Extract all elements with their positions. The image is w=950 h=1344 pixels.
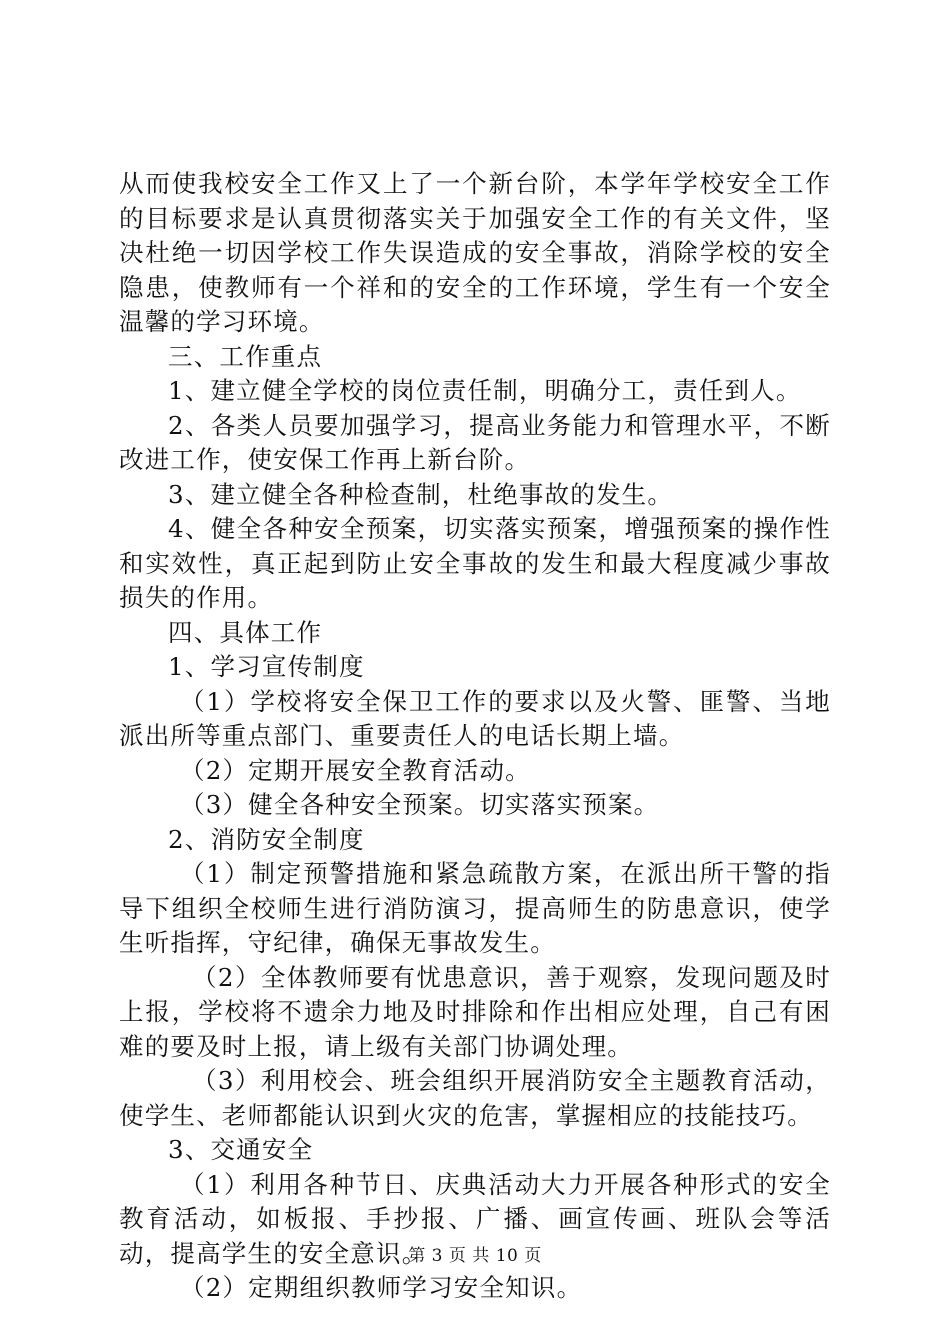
- document-body: [119, 167, 831, 1306]
- paragraph-study-2: （2）定期开展安全教育活动。: [180, 755, 531, 785]
- paragraph-focus-3: 3、建立健全各种检查制，杜绝事故的发生。: [168, 479, 674, 509]
- paragraph-fire-2: （2）全体教师要有忧患意识，善于观察，发现问题及时上报，学校将不遗余力地及时排除和作出相应处理，自己有困难的要及时上报，请上级有关部门协调处理。: [119, 962, 831, 1061]
- paragraph-focus-1: 1、建立健全学校的岗位责任制，明确分工，责任到人。: [168, 376, 802, 405]
- heading-specific-work: 四、具体工作: [168, 617, 323, 647]
- page-number-footer: 第 3 页 共 10 页: [408, 1246, 542, 1266]
- paragraph-traffic-2: （2）定期组织教师学习安全知识。: [180, 1273, 583, 1302]
- heading-work-focus: 三、工作重点: [168, 341, 323, 371]
- paragraph-traffic-1: （1）利用各种节日、庆典活动大力开展各种形式的安全教育活动，如板报、手抄报、广播、画宣传画、班队会等活动，提高学生的安全意识。: [119, 1169, 831, 1268]
- paragraph-study-3: （3）健全各种安全预案。切实落实预案。: [180, 790, 660, 819]
- paragraph-fire-1: （1）制定预警措施和紧急疏散方案，在派出所干警的指导下组织全校师生进行消防演习，提高师生的防患意识，使学生听指挥，守纪律，确保无事故发生。: [119, 859, 831, 957]
- subheading-study-promotion: 1、学习宣传制度: [168, 652, 365, 681]
- paragraph-focus-4: 4、健全各种安全预案，切实落实预案，增强预案的操作性和实效性，真正起到防止安全事故的发生和最大程度减少事故损失的作用。: [119, 514, 831, 612]
- paragraph-fire-3: （3）利用校会、班会组织开展消防安全主题教育活动，使学生、老师都能认识到火灾的危害，掌握相应的技能技巧。: [119, 1066, 831, 1130]
- subheading-traffic-safety: 3、交通安全: [168, 1135, 314, 1164]
- subheading-fire-safety: 2、消防安全制度: [168, 824, 365, 854]
- paragraph-focus-2: 2、各类人员要加强学习，提高业务能力和管理水平，不断改进工作，使安保工作再上新台阶。: [119, 410, 831, 474]
- paragraph-intro: 从而使我校安全工作又上了一个新台阶，本学年学校安全工作的目标要求是认真贯彻落实关于加强安全工作的有关文件，坚决杜绝一切因学校工作失误造成的安全事故，消除学校的安全隐患，使教师有一个祥和的安全的工作环境，学生有一个安全温馨的学习环境。: [119, 169, 831, 336]
- paragraph-study-1: （1）学校将安全保卫工作的要求以及火警、匪警、当地派出所等重点部门、重要责任人的电话长期上墙。: [119, 686, 831, 750]
